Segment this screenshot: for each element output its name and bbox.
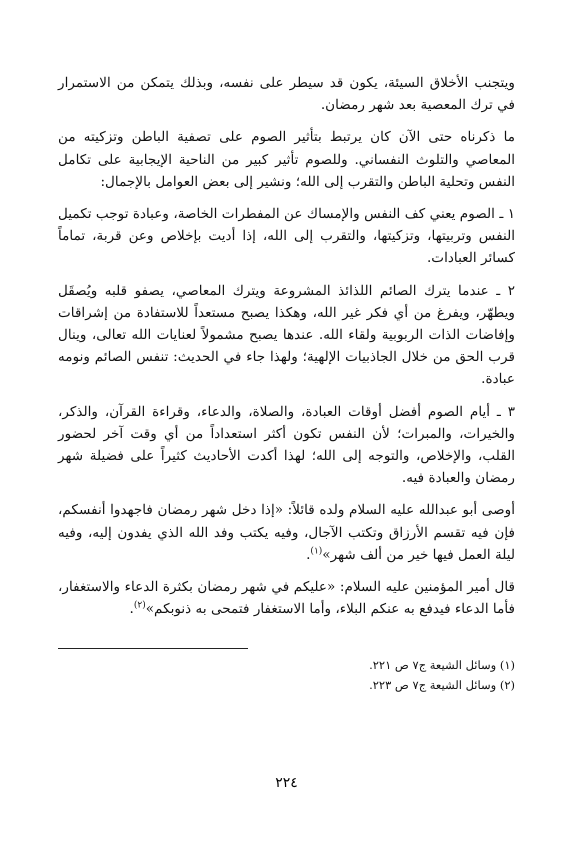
paragraph-5: ٣ ـ أيام الصوم أفضل أوقات العبادة، والصلاة، والدعاء، وقراءة القرآن، والذكر، والخيرات، والمبرات؛ لأن النفس تكون أكثر استعداداً من أي وقت آخر لحضور القلب، والإخلاص، والتوجه إلى الله؛ لهذا أكدت الأحاديث كثيراً على فضيلة شهر رمضان والعبادة فيه. [58, 403, 515, 487]
paragraph-6: أوصى أبو عبدالله عليه السلام ولده قائلاً: «إذا دخل شهر رمضان فاجهدوا أنفسكم، فإن فيه تقسم الأرزاق وتكتب الآجال، وفيه يكتب وفد الله الذي يفدون إليه، وفيه ليلة العمل فيها خير من ألف شهر»$^{(١)}$. [58, 502, 515, 563]
footnote-2: (٢) وسائل الشيعة ج٧ ص ٢٢٣. [369, 678, 515, 693]
paragraph-3: ١ ـ الصوم يعني كف النفس والإمساك عن المفطرات الخاصة، وعبادة توجب تكميل النفس وتربيتها، وتزكيتها، والتقرب إلى الله، إذا أديت بإخلاص وعن قربة، تماماً كسائر العبادات. [58, 206, 515, 267]
paragraph-4: ٢ ـ عندما يترك الصائم اللذائذ المشروعة ويترك المعاصي، يصفو قلبه ويُصقَل ويطهّر، ويفرغ من أي فكر غير الله، وهكذا يصبح مستعداً للاستفادة من إشراقات وإفاضات الذات الربوبية ولقاء الله. عندها يصبح مشمولاً لعنايات الله تعالى، وينال قرب الحق من خلال الجاذبيات الإلهية؛ ولهذا جاء في الحديث: تنفس الصائم ونومه عبادة. [58, 282, 515, 388]
footnote-1: (١) وسائل الشيعة ج٧ ص ٢٢١. [369, 658, 515, 673]
footnote-marker-1[interactable]: (١) [310, 546, 323, 557]
paragraph-6-text: أوصى أبو عبدالله عليه السلام ولده قائلاً: «إذا دخل شهر رمضان فاجهدوا أنفسكم، فإن فيه تقسم الأرزاق وتكتب الآجال، وفيه يكتب وفد الله الذي يفدون إليه، وفيه ليلة العمل فيها خير من ألف شهر» [58, 502, 515, 563]
paragraph-7-text: قال أمير المؤمنين عليه السلام: «عليكم في شهر رمضان بكثرة الدعاء والاستغفار، فأما الدعاء فيدفع به عنكم البلاء، وأما الاستغفار فتمحى به ذنوبكم» [58, 579, 515, 618]
footnotes [58, 655, 515, 695]
footnote-divider [58, 648, 248, 649]
page-number: ٢٢٤ [275, 776, 298, 791]
paragraph-7: قال أمير المؤمنين عليه السلام: «عليكم في شهر رمضان بكثرة الدعاء والاستغفار، فأما الدعاء فيدفع به عنكم البلاء، وأما الاستغفار فتمحى به ذنوبكم»$^{(٢)}$. [58, 579, 515, 618]
footnote-marker-2[interactable]: (٢) [133, 600, 146, 611]
paragraph-1: ويتجنب الأخلاق السيئة، يكون قد سيطر على نفسه، وبذلك يتمكن من الاستمرار في ترك المعصية بعد شهر رمضان. [58, 75, 515, 114]
paragraph-2: ما ذكرناه حتى الآن كان يرتبط بتأثير الصوم على تصفية الباطن وتزكيته من المعاصي والتلوث النفساني. وللصوم تأثير كبير من الناحية الإيجابية على تكامل النفس وتحلية الباطن والتقرب إلى الله؛ ونشير إلى بعض العوامل بالإجمال: [58, 129, 515, 190]
